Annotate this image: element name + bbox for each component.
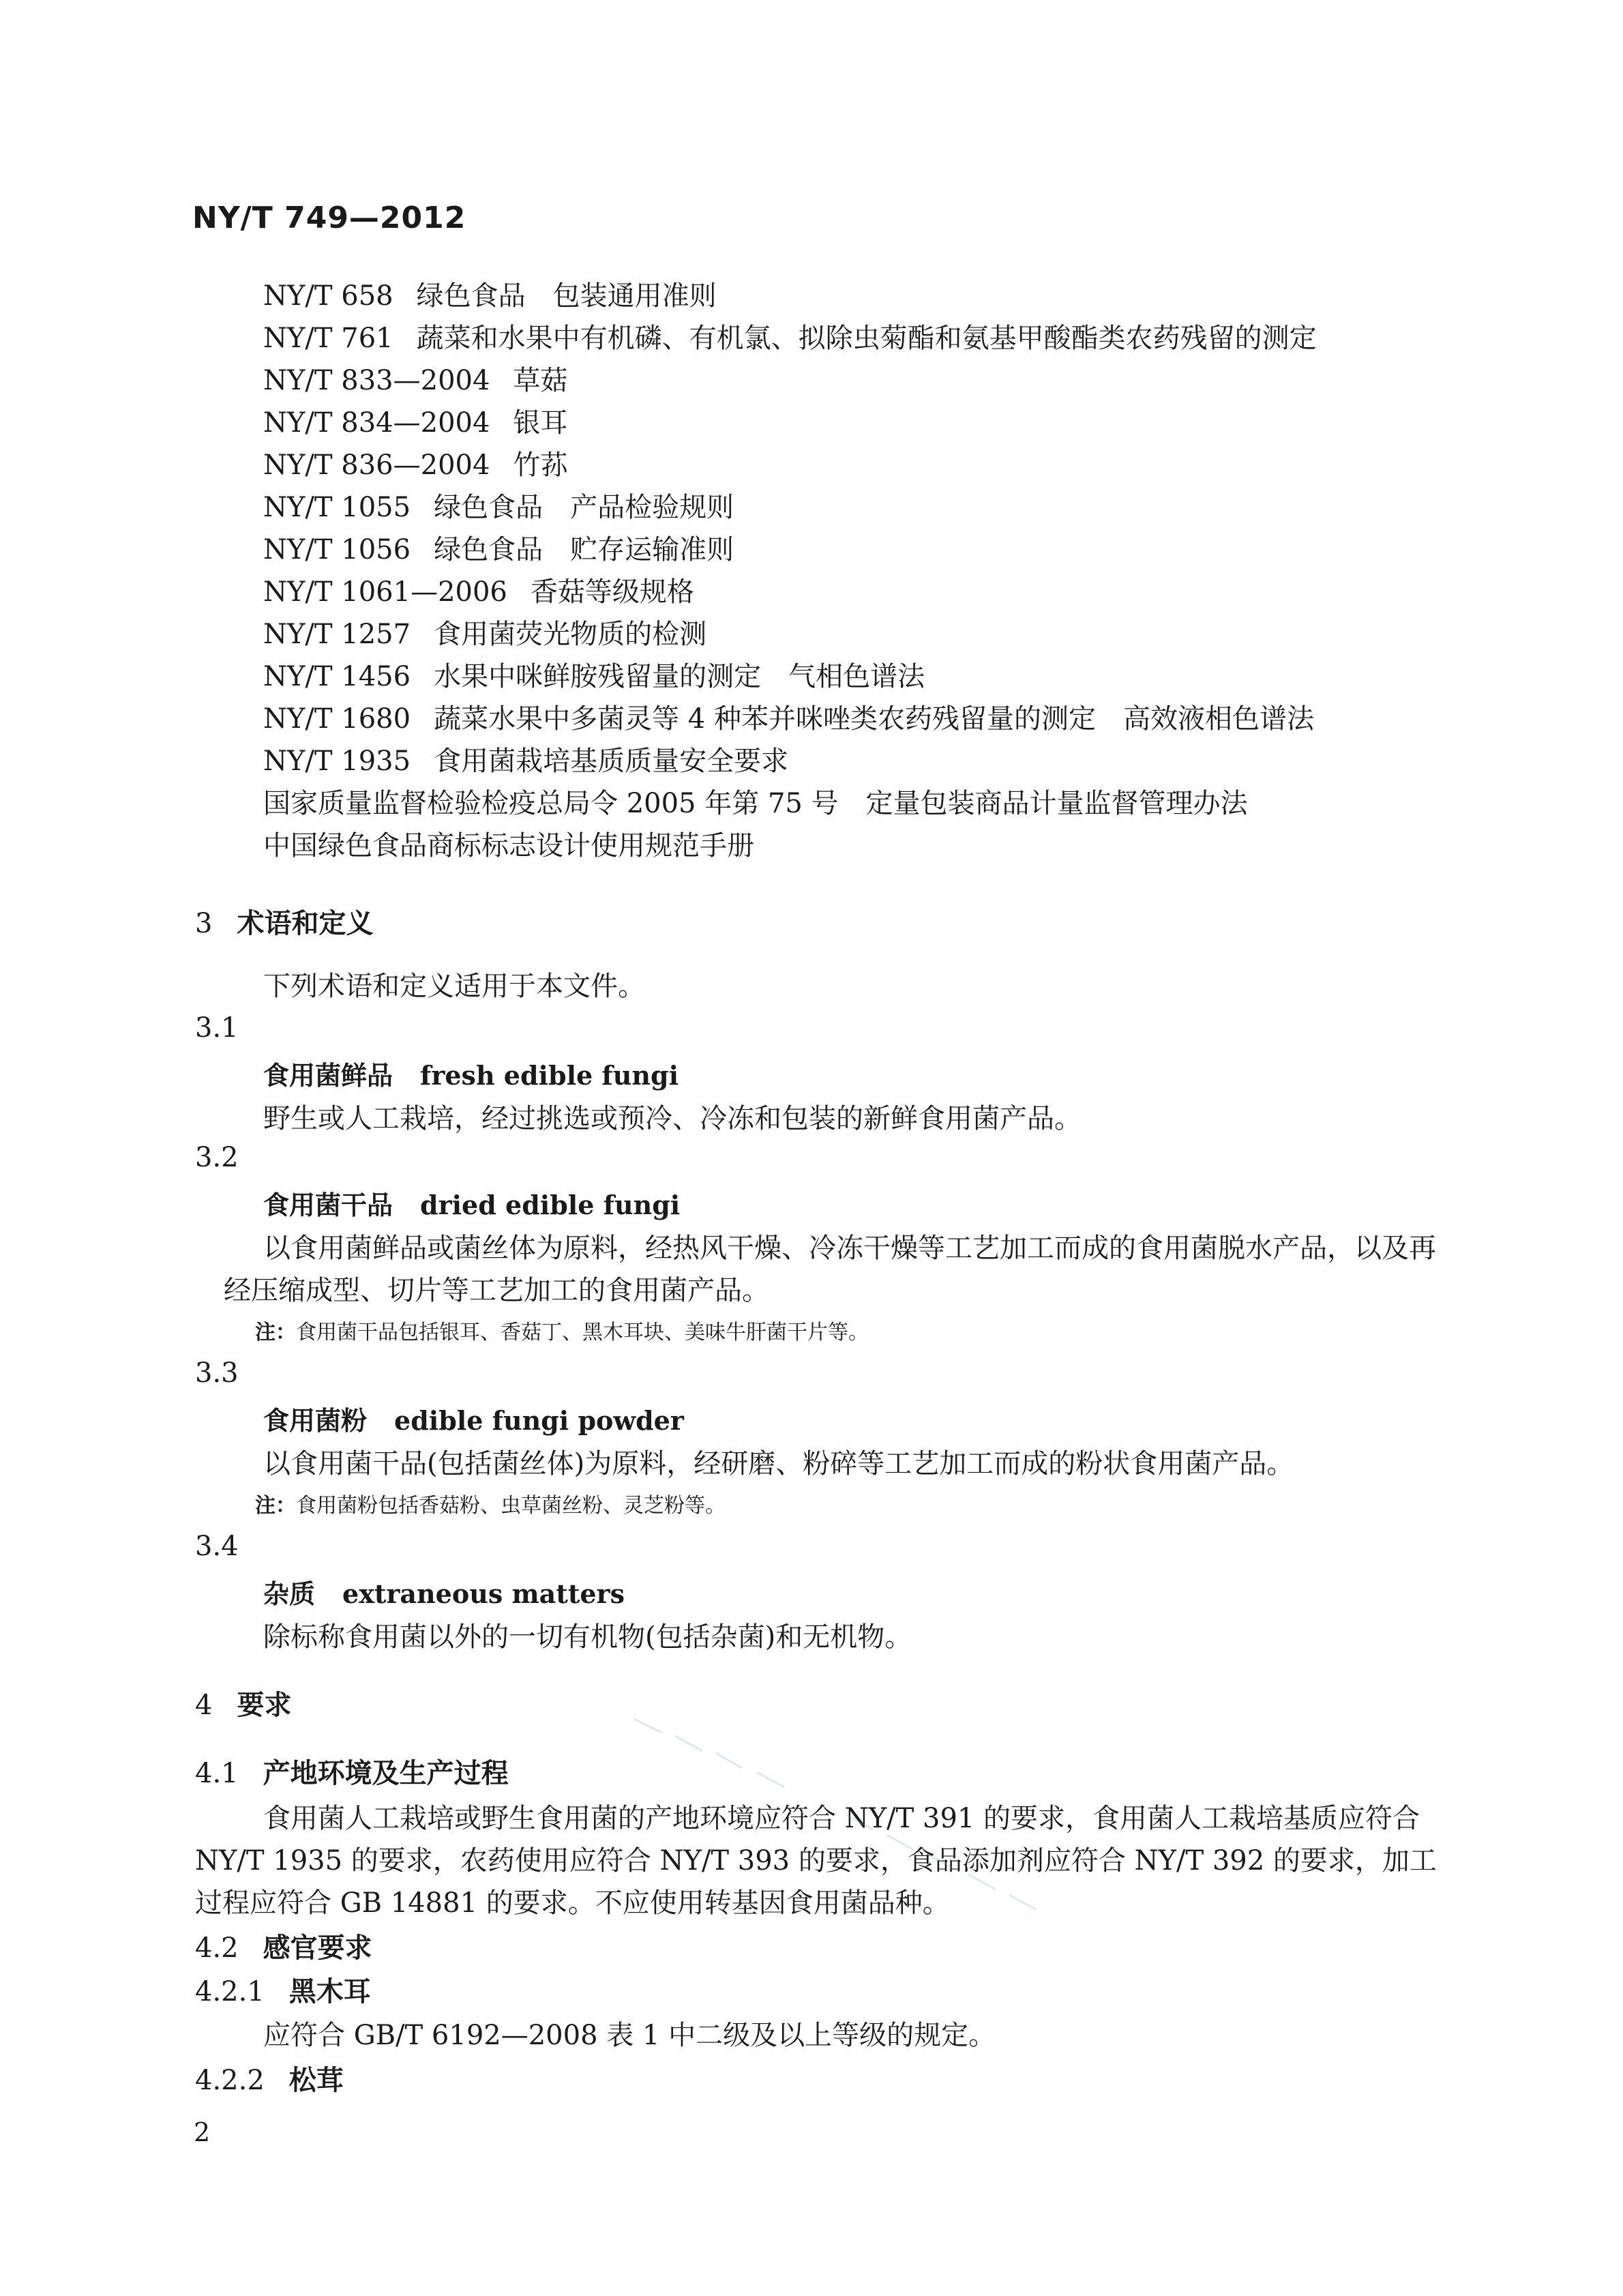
term-en: extraneous matters (342, 1578, 625, 1609)
section-intro: 下列术语和定义适用于本文件。 (263, 971, 645, 1002)
term-en: fresh edible fungi (420, 1060, 679, 1091)
reference-title: 蔬菜和水果中有机磷、有机氯、拟除虫菊酯和氨基甲酸酯类农药残留的测定 (416, 323, 1317, 354)
term-definition: 野生或人工栽培，经过挑选或预冷、冷冻和包装的新鲜食用菌产品。 (263, 1103, 1082, 1134)
reference-title: 国家质量监督检验检疫总局令 2005 年第 75 号 定量包装商品计量监督管理办法 (263, 788, 1248, 819)
reference-title: 绿色食品 贮存运输准则 (434, 534, 734, 565)
reference-code: NY/T 833—2004 (263, 365, 490, 396)
reference-code: NY/T 1055 (263, 492, 411, 523)
term-zh: 食用菌粉 (263, 1406, 368, 1436)
note-text: 食用菌粉包括香菇粉、虫草菌丝粉、灵芝粉等。 (296, 1494, 726, 1518)
section-title: 术语和定义 (237, 908, 374, 939)
reference-code: NY/T 836—2004 (263, 450, 490, 481)
subsection-title: 产地环境及生产过程 (263, 1758, 509, 1789)
subsection-title: 黑木耳 (288, 1976, 371, 2007)
term-number: 3.1 (195, 1012, 239, 1044)
subsection-number: 4.2.1 (195, 1976, 265, 2007)
document-number: NY/T 749—2012 (192, 201, 466, 235)
reference-code: NY/T 761 (263, 323, 393, 354)
subsection-title: 感官要求 (263, 1932, 372, 1964)
reference-title: 绿色食品 包装通用准则 (416, 280, 717, 312)
reference-code: NY/T 1056 (263, 534, 411, 565)
reference-code: NY/T 1935 (263, 746, 411, 777)
section-number: 3 (195, 908, 213, 939)
term-en: edible fungi powder (394, 1405, 684, 1436)
reference-title: 蔬菜水果中多菌灵等 4 种苯并咪唑类农药残留量的测定 高效液相色谱法 (434, 703, 1314, 735)
reference-title: 绿色食品 产品检验规则 (434, 492, 734, 523)
reference-title: 食用菌栽培基质质量安全要求 (434, 746, 789, 777)
reference-code: NY/T 658 (263, 280, 393, 312)
reference-title: 银耳 (513, 407, 568, 439)
term-number: 3.2 (195, 1142, 239, 1173)
subsection-number: 4.1 (195, 1758, 239, 1789)
reference-title: 香菇等级规格 (530, 576, 694, 608)
reference-code: NY/T 1680 (263, 703, 411, 735)
page-number: 2 (194, 2117, 211, 2147)
term-definition: 以食用菌鲜品或菌丝体为原料，经热风干燥、冷冻干燥等工艺加工而成的食用菌脱水产品，以及再 (263, 1233, 1436, 1264)
subsection-number: 4.2.2 (195, 2065, 265, 2096)
section-number: 4 (195, 1690, 213, 1721)
term-en: dried edible fungi (420, 1190, 681, 1220)
reference-title: 草菇 (513, 365, 568, 396)
reference-title: 水果中咪鲜胺残留量的测定 气相色谱法 (434, 661, 925, 692)
section-title: 要求 (237, 1690, 292, 1721)
reference-code: NY/T 1257 (263, 619, 411, 650)
term-definition-continued: 经压缩成型、切片等工艺加工的食用菌产品。 (224, 1275, 769, 1306)
term-zh: 杂质 (263, 1579, 316, 1609)
subsection-number: 4.2 (195, 1932, 239, 1964)
paragraph-line: 应符合 GB/T 6192—2008 表 1 中二级及以上等级的规定。 (263, 2020, 996, 2051)
reference-code: NY/T 1061—2006 (263, 576, 507, 608)
subsection-title: 松茸 (288, 2065, 344, 2096)
note-label: 注： (255, 1494, 296, 1518)
paragraph-line: 食用菌人工栽培或野生食用菌的产地环境应符合 NY/T 391 的要求，食用菌人工栽培基质应符合 (263, 1803, 1420, 1834)
term-zh: 食用菌干品 (263, 1190, 393, 1220)
reference-title: 食用菌荧光物质的检测 (434, 619, 707, 650)
note-label: 注： (255, 1321, 296, 1344)
reference-title: 竹荪 (513, 450, 568, 481)
note-text: 食用菌干品包括银耳、香菇丁、黑木耳块、美味牛肝菌干片等。 (296, 1321, 869, 1344)
paragraph-line: 过程应符合 GB 14881 的要求。不应使用转基因食用菌品种。 (195, 1887, 950, 1919)
reference-code: NY/T 834—2004 (263, 407, 490, 439)
paragraph-line: NY/T 1935 的要求，农药使用应符合 NY/T 393 的要求，食品添加剂应符合 NY/T 392 的要求，加工 (195, 1845, 1437, 1876)
term-number: 3.4 (195, 1531, 239, 1562)
term-zh: 食用菌鲜品 (263, 1061, 393, 1091)
term-definition: 以食用菌干品(包括菌丝体)为原料，经研磨、粉碎等工艺加工而成的粉状食用菌产品。 (263, 1448, 1294, 1480)
term-definition: 除标称食用菌以外的一切有机物(包括杂菌)和无机物。 (263, 1621, 912, 1653)
reference-code: NY/T 1456 (263, 661, 411, 692)
term-number: 3.3 (195, 1357, 239, 1389)
reference-title: 中国绿色食品商标标志设计使用规范手册 (263, 830, 754, 862)
